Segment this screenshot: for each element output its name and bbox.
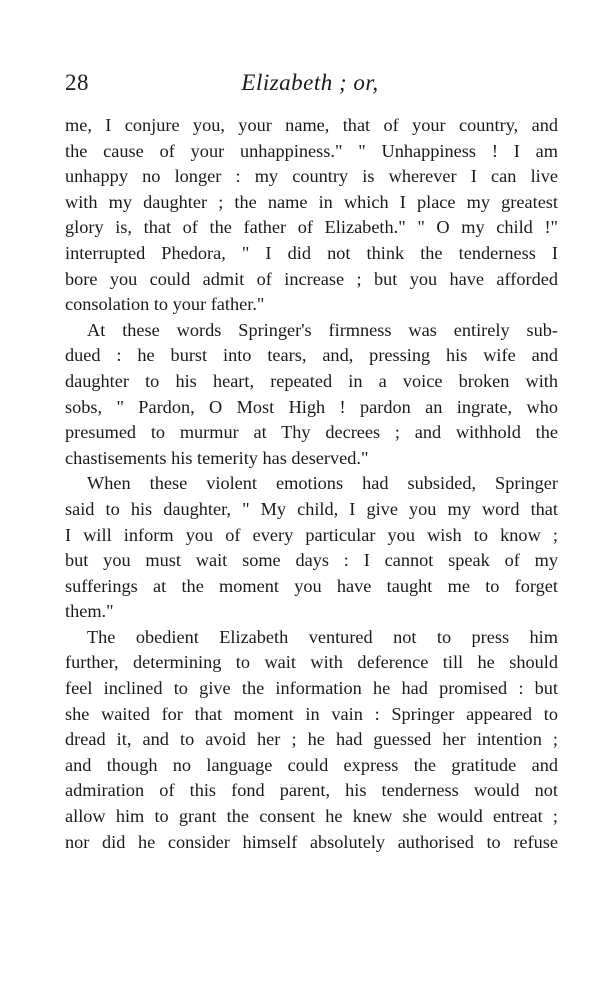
text-line: At these words Springer's firmness was entirely sub- xyxy=(87,319,558,340)
text-line: sobs, " Pardon, O Most High ! pardon an ingrate, who xyxy=(65,396,558,417)
text-line: nor did he consider himself absolutely authorised to refuse xyxy=(65,831,558,852)
text-line: but you must wait some days : I cannot speak of my xyxy=(65,550,558,571)
text-line: with my daughter ; the name in which I place my greatest xyxy=(65,191,558,212)
text-line: them." xyxy=(65,601,114,622)
text-line: the cause of your unhappiness." " Unhappiness ! I am xyxy=(65,140,558,161)
text-line: I will inform you of every particular you wish to know ; xyxy=(65,524,558,545)
text-line: dued : he burst into tears, and, pressing his wife and xyxy=(65,345,558,366)
text-line: admiration of this fond parent, his tenderness would not xyxy=(65,780,558,801)
text-line: presumed to murmur at Thy decrees ; and withhold the xyxy=(65,422,558,443)
text-line: me, I conjure you, your name, that of your country, and xyxy=(65,115,558,135)
text-line: feel inclined to give the information he had promised : but xyxy=(65,678,558,699)
page-number: 28 xyxy=(65,70,89,95)
text-line: daughter to his heart, repeated in a voice broken with xyxy=(65,370,558,391)
text-line: sufferings at the moment you have taught me to forget xyxy=(65,575,558,596)
text-line: unhappy no longer : my country is wherever I can live xyxy=(65,166,558,187)
body-text xyxy=(65,113,558,855)
text-line: she waited for that moment in vain : Springer appeared to xyxy=(65,703,558,724)
text-line: dread it, and to avoid her ; he had guessed her intention ; xyxy=(65,729,558,750)
text-line: The obedient Elizabeth ventured not to press him xyxy=(87,626,558,647)
text-line: bore you could admit of increase ; but you have afforded xyxy=(65,268,558,289)
text-line: said to his daughter, " My child, I give you my word that xyxy=(65,498,558,519)
text-line: and though no language could express the gratitude and xyxy=(65,754,558,775)
text-line: glory is, that of the father of Elizabeth." " O my child !" xyxy=(65,217,558,238)
text-line: chastisements his temerity has deserved." xyxy=(65,447,369,468)
text-line: further, determining to wait with deference till he should xyxy=(65,652,558,673)
text-line: When these violent emotions had subsided, Springer xyxy=(87,473,558,494)
text-line: interrupted Phedora, " I did not think the tenderness I xyxy=(65,242,558,263)
page-header xyxy=(65,66,555,100)
text-line: consolation to your father." xyxy=(65,294,265,315)
text-line: allow him to grant the consent he knew she would entreat ; xyxy=(65,806,558,827)
running-title: Elizabeth ; or, xyxy=(241,70,379,95)
